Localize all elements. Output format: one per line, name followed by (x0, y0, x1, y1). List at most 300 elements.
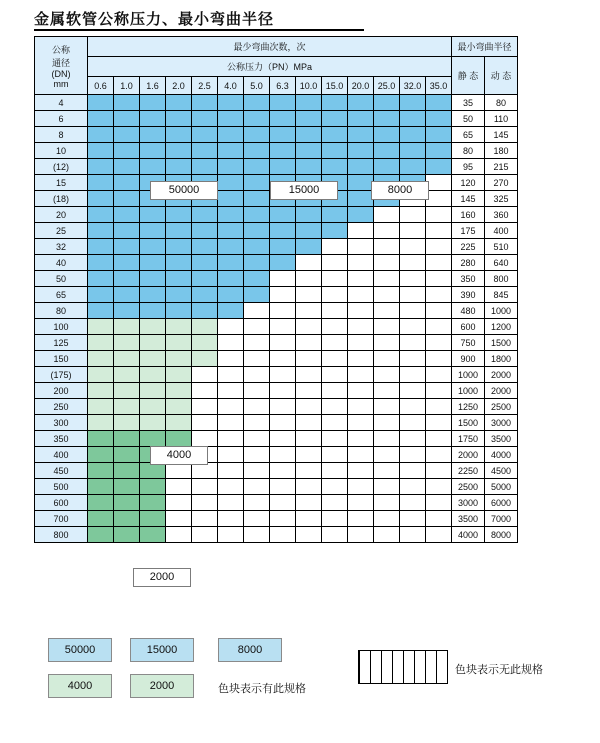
dynamic-radius-value: 145 (485, 127, 518, 143)
spec-cell (192, 271, 218, 287)
spec-cell (400, 447, 426, 463)
spec-cell (270, 159, 296, 175)
spec-cell (140, 527, 166, 543)
spec-cell (270, 111, 296, 127)
spec-cell (192, 431, 218, 447)
spec-cell (88, 367, 114, 383)
spec-cell (114, 127, 140, 143)
spec-cell (114, 447, 140, 463)
spec-cell (348, 303, 374, 319)
spec-cell (426, 207, 452, 223)
spec-cell (374, 95, 400, 111)
table-row (35, 111, 518, 127)
spec-cell (348, 367, 374, 383)
spec-cell (218, 351, 244, 367)
spec-cell (218, 335, 244, 351)
spec-cell (244, 447, 270, 463)
spec-cell (114, 399, 140, 415)
dn-value: 80 (35, 303, 88, 319)
spec-cell (426, 271, 452, 287)
spec-cell (88, 383, 114, 399)
spec-cell (270, 271, 296, 287)
pressure-col-header: 5.0 (244, 77, 270, 95)
spec-cell (296, 431, 322, 447)
pressure-col-header: 1.6 (140, 77, 166, 95)
dn-value: 500 (35, 479, 88, 495)
spec-cell (244, 527, 270, 543)
spec-cell (166, 511, 192, 527)
spec-cell (322, 479, 348, 495)
spec-cell (244, 159, 270, 175)
spec-cell (218, 175, 244, 191)
dn-value: 6 (35, 111, 88, 127)
dynamic-radius-value: 110 (485, 111, 518, 127)
table-head (35, 37, 518, 95)
spec-cell (400, 495, 426, 511)
spec-cell (192, 319, 218, 335)
spec-cell (426, 415, 452, 431)
spec-cell (166, 287, 192, 303)
spec-cell (270, 431, 296, 447)
spec-cell (322, 319, 348, 335)
spec-cell (244, 95, 270, 111)
spec-cell (244, 143, 270, 159)
spec-cell (114, 479, 140, 495)
dynamic-radius-value: 4500 (485, 463, 518, 479)
spec-cell (88, 447, 114, 463)
spec-cell (374, 143, 400, 159)
spec-cell (88, 207, 114, 223)
spec-cell (296, 207, 322, 223)
spec-cell (400, 287, 426, 303)
spec-cell (114, 415, 140, 431)
static-header: 静 态 (452, 57, 485, 95)
spec-cell (296, 511, 322, 527)
spec-cell (426, 383, 452, 399)
dn-value: 100 (35, 319, 88, 335)
pressure-col-header: 6.3 (270, 77, 296, 95)
spec-cell (166, 271, 192, 287)
spec-cell (192, 495, 218, 511)
spec-cell (400, 511, 426, 527)
static-radius-value: 225 (452, 239, 485, 255)
spec-cell (218, 207, 244, 223)
spec-cell (114, 159, 140, 175)
spec-cell (270, 303, 296, 319)
spec-cell (270, 527, 296, 543)
spec-cell (88, 335, 114, 351)
spec-cell (270, 367, 296, 383)
spec-cell (88, 191, 114, 207)
spec-cell (426, 463, 452, 479)
spec-cell (322, 127, 348, 143)
spec-cell (296, 415, 322, 431)
spec-cell (400, 415, 426, 431)
spec-cell (244, 287, 270, 303)
spec-cell (296, 399, 322, 415)
spec-cell (270, 495, 296, 511)
spec-cell (192, 159, 218, 175)
spec-cell (322, 303, 348, 319)
spec-cell (114, 255, 140, 271)
dn-value: (12) (35, 159, 88, 175)
spec-cell (140, 383, 166, 399)
spec-cell (400, 399, 426, 415)
dn-value: 450 (35, 463, 88, 479)
spec-cell (374, 495, 400, 511)
callout-value: 4000 (150, 446, 208, 465)
spec-cell (374, 303, 400, 319)
spec-cell (296, 159, 322, 175)
spec-cell (270, 143, 296, 159)
dn-line-2: 通径 (51, 57, 70, 68)
spec-cell (270, 207, 296, 223)
spec-cell (400, 239, 426, 255)
table-row (35, 463, 518, 479)
spec-cell (192, 511, 218, 527)
spec-cell (374, 479, 400, 495)
dn-value: 25 (35, 223, 88, 239)
spec-cell (114, 335, 140, 351)
spec-cell (88, 95, 114, 111)
spec-cell (244, 367, 270, 383)
spec-cell (348, 207, 374, 223)
spec-cell (114, 143, 140, 159)
spec-cell (218, 319, 244, 335)
spec-cell (218, 479, 244, 495)
spec-cell (244, 415, 270, 431)
table-row (35, 159, 518, 175)
bend-radius-header: 最小弯曲半径 (452, 37, 518, 57)
spec-cell (166, 159, 192, 175)
spec-cell (400, 143, 426, 159)
spec-cell (348, 223, 374, 239)
spec-cell (244, 255, 270, 271)
table-row (35, 223, 518, 239)
spec-cell (218, 415, 244, 431)
pressure-col-header: 25.0 (374, 77, 400, 95)
spec-cell (88, 495, 114, 511)
spec-cell (166, 207, 192, 223)
table-row (35, 239, 518, 255)
spec-cell (166, 223, 192, 239)
legend-swatch: 50000 (48, 638, 112, 662)
spec-cell (400, 271, 426, 287)
static-radius-value: 900 (452, 351, 485, 367)
legend-hatch-swatch (358, 650, 448, 684)
spec-cell (140, 271, 166, 287)
spec-cell (374, 383, 400, 399)
dn-line-1: 公称 (51, 44, 70, 55)
spec-cell (374, 351, 400, 367)
spec-cell (192, 303, 218, 319)
spec-cell (88, 111, 114, 127)
spec-cell (88, 239, 114, 255)
table-row (35, 447, 518, 463)
spec-cell (348, 447, 374, 463)
spec-cell (114, 191, 140, 207)
spec-cell (270, 383, 296, 399)
spec-cell (400, 255, 426, 271)
dynamic-radius-value: 640 (485, 255, 518, 271)
table-row (35, 255, 518, 271)
spec-cell (348, 191, 374, 207)
spec-cell (400, 351, 426, 367)
static-radius-value: 1250 (452, 399, 485, 415)
spec-cell (374, 463, 400, 479)
spec-cell (374, 127, 400, 143)
spec-cell (348, 143, 374, 159)
spec-cell (426, 287, 452, 303)
spec-cell (400, 479, 426, 495)
dynamic-header: 动 态 (485, 57, 518, 95)
spec-cell (426, 239, 452, 255)
spec-cell (322, 207, 348, 223)
spec-cell (322, 95, 348, 111)
spec-cell (400, 367, 426, 383)
spec-cell (88, 415, 114, 431)
spec-cell (140, 111, 166, 127)
dn-value: (18) (35, 191, 88, 207)
spec-cell (166, 303, 192, 319)
spec-cell (348, 159, 374, 175)
spec-cell (270, 447, 296, 463)
spec-cell (322, 399, 348, 415)
spec-cell (244, 335, 270, 351)
spec-cell (322, 335, 348, 351)
spec-cell (218, 127, 244, 143)
spec-cell (322, 463, 348, 479)
spec-cell (192, 95, 218, 111)
dn-value: 50 (35, 271, 88, 287)
spec-cell (114, 95, 140, 111)
spec-cell (400, 95, 426, 111)
title-underline (34, 29, 364, 31)
dn-value: 300 (35, 415, 88, 431)
pressure-header: 公称压力（PN）MPa (88, 57, 452, 77)
dynamic-radius-value: 400 (485, 223, 518, 239)
spec-cell (114, 207, 140, 223)
spec-cell (88, 303, 114, 319)
spec-cell (348, 271, 374, 287)
spec-cell (348, 287, 374, 303)
spec-cell (244, 207, 270, 223)
spec-cell (140, 351, 166, 367)
spec-cell (88, 127, 114, 143)
spec-cell (166, 431, 192, 447)
static-radius-value: 390 (452, 287, 485, 303)
pressure-col-header: 2.5 (192, 77, 218, 95)
spec-cell (114, 319, 140, 335)
static-radius-value: 480 (452, 303, 485, 319)
spec-cell (296, 111, 322, 127)
spec-cell (140, 319, 166, 335)
spec-cell (374, 447, 400, 463)
spec-cell (296, 479, 322, 495)
spec-table (34, 36, 518, 543)
spec-cell (374, 159, 400, 175)
spec-cell (140, 287, 166, 303)
spec-cell (426, 223, 452, 239)
spec-cell (270, 127, 296, 143)
pressure-col-header: 20.0 (348, 77, 374, 95)
spec-cell (140, 159, 166, 175)
spec-cell (244, 351, 270, 367)
dynamic-radius-value: 215 (485, 159, 518, 175)
static-radius-value: 3000 (452, 495, 485, 511)
spec-cell (400, 319, 426, 335)
spec-cell (114, 511, 140, 527)
spec-cell (296, 351, 322, 367)
spec-cell (114, 287, 140, 303)
spec-cell (192, 479, 218, 495)
spec-cell (426, 191, 452, 207)
spec-cell (322, 287, 348, 303)
pressure-col-header: 1.0 (114, 77, 140, 95)
spec-cell (426, 511, 452, 527)
spec-cell (296, 95, 322, 111)
spec-cell (88, 223, 114, 239)
static-radius-value: 2500 (452, 479, 485, 495)
spec-cell (348, 127, 374, 143)
spec-cell (166, 127, 192, 143)
dynamic-radius-value: 845 (485, 287, 518, 303)
spec-cell (348, 415, 374, 431)
dynamic-radius-value: 2500 (485, 399, 518, 415)
spec-cell (166, 111, 192, 127)
dynamic-radius-value: 3000 (485, 415, 518, 431)
spec-cell (322, 111, 348, 127)
static-radius-value: 50 (452, 111, 485, 127)
spec-cell (218, 287, 244, 303)
spec-cell (296, 239, 322, 255)
dn-value: 350 (35, 431, 88, 447)
legend-swatch: 8000 (218, 638, 282, 662)
spec-cell (296, 367, 322, 383)
spec-cell (348, 351, 374, 367)
spec-cell (244, 175, 270, 191)
dn-value: 125 (35, 335, 88, 351)
dynamic-radius-value: 3500 (485, 431, 518, 447)
spec-cell (374, 111, 400, 127)
table-row (35, 527, 518, 543)
dn-header-cell (35, 37, 88, 95)
spec-cell (218, 399, 244, 415)
spec-cell (166, 495, 192, 511)
spec-cell (218, 143, 244, 159)
spec-cell (192, 223, 218, 239)
spec-cell (426, 175, 452, 191)
spec-cell (114, 527, 140, 543)
spec-cell (166, 383, 192, 399)
spec-cell (296, 335, 322, 351)
spec-cell (348, 431, 374, 447)
table-row (35, 495, 518, 511)
spec-cell (192, 255, 218, 271)
table-row (35, 367, 518, 383)
spec-cell (426, 159, 452, 175)
dn-value: 400 (35, 447, 88, 463)
dn-value: (175) (35, 367, 88, 383)
spec-cell (244, 239, 270, 255)
spec-cell (322, 271, 348, 287)
dn-value: 250 (35, 399, 88, 415)
spec-cell (244, 191, 270, 207)
spec-cell (270, 463, 296, 479)
spec-cell (244, 223, 270, 239)
dn-value: 20 (35, 207, 88, 223)
spec-cell (322, 255, 348, 271)
pressure-col-header: 32.0 (400, 77, 426, 95)
spec-cell (322, 527, 348, 543)
spec-cell (192, 111, 218, 127)
spec-cell (218, 495, 244, 511)
dn-value: 32 (35, 239, 88, 255)
spec-cell (166, 415, 192, 431)
spec-cell (114, 383, 140, 399)
dn-value: 10 (35, 143, 88, 159)
spec-cell (348, 399, 374, 415)
static-radius-value: 750 (452, 335, 485, 351)
spec-cell (322, 511, 348, 527)
spec-cell (374, 239, 400, 255)
spec-cell (348, 255, 374, 271)
spec-cell (192, 239, 218, 255)
dn-line-4: mm (53, 78, 69, 89)
page-title: 金属软管公称压力、最小弯曲半径 (34, 10, 275, 28)
static-radius-value: 95 (452, 159, 485, 175)
spec-cell (192, 287, 218, 303)
table-row (35, 335, 518, 351)
pressure-col-header: 15.0 (322, 77, 348, 95)
spec-cell (192, 399, 218, 415)
spec-cell (114, 111, 140, 127)
spec-cell (166, 367, 192, 383)
static-radius-value: 35 (452, 95, 485, 111)
spec-cell (88, 255, 114, 271)
spec-cell (192, 207, 218, 223)
spec-cell (114, 431, 140, 447)
spec-cell (166, 479, 192, 495)
spec-cell (296, 223, 322, 239)
dynamic-radius-value: 510 (485, 239, 518, 255)
spec-cell (244, 463, 270, 479)
spec-cell (244, 271, 270, 287)
spec-cell (218, 255, 244, 271)
spec-cell (374, 255, 400, 271)
spec-cell (270, 239, 296, 255)
spec-cell (270, 319, 296, 335)
spec-cell (218, 271, 244, 287)
spec-cell (296, 447, 322, 463)
spec-cell (296, 287, 322, 303)
spec-cell (218, 303, 244, 319)
spec-cell (348, 95, 374, 111)
spec-cell (400, 159, 426, 175)
header-row-2 (35, 57, 518, 77)
static-radius-value: 280 (452, 255, 485, 271)
spec-cell (374, 431, 400, 447)
spec-cell (88, 287, 114, 303)
spec-cell (140, 335, 166, 351)
spec-cell (140, 127, 166, 143)
spec-cell (166, 527, 192, 543)
spec-cell (322, 367, 348, 383)
spec-cell (348, 111, 374, 127)
spec-cell (322, 415, 348, 431)
spec-cell (322, 239, 348, 255)
static-radius-value: 1000 (452, 383, 485, 399)
